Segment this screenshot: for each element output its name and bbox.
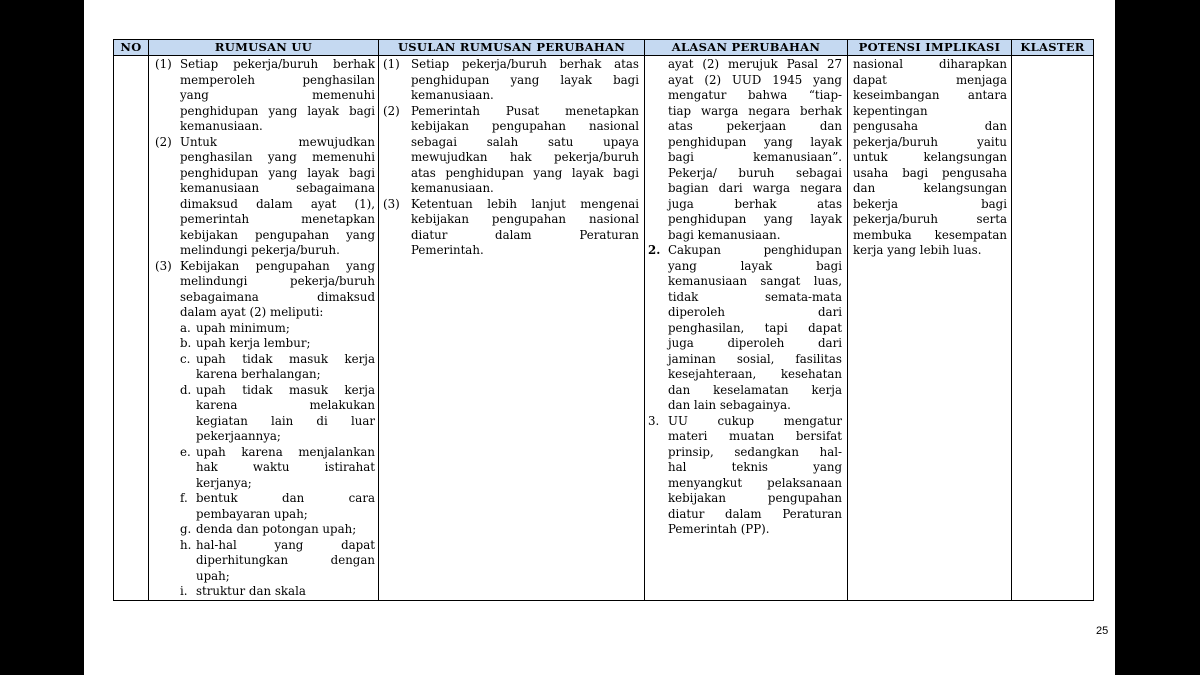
rumusan-item-f-line: pembayaran upah; — [196, 506, 308, 521]
comparison-table — [113, 39, 1094, 601]
rumusan-paragraph-1-line: memperoleh penghasilan — [180, 72, 375, 87]
table-header-row — [114, 40, 1094, 56]
rumusan-paragraph-2-line: kebijakan pengupahan yang — [180, 227, 375, 242]
document-page — [84, 0, 1115, 675]
usulan-paragraph-3-line: Ketentuan lebih lanjut mengenai — [411, 196, 639, 211]
alasan-point-2-line: tidak semata-mata — [668, 289, 842, 304]
alasan-intro-line: ayat (2) UUD 1945 yang — [668, 72, 842, 87]
cell-klaster — [1012, 56, 1094, 601]
rumusan-paragraph-3-line: sebagaimana dimaksud — [180, 289, 375, 304]
alasan-point-3-line: hal teknis yang — [668, 460, 842, 474]
cell-no — [114, 56, 149, 601]
alasan-intro-line: Pekerja/ buruh sebagai — [668, 165, 842, 180]
rumusan-item-f-line: bentuk dan cara — [196, 491, 375, 505]
header-usulan-rumusan: USULAN RUMUSAN PERUBAHAN — [379, 40, 645, 56]
rumusan-paragraph-3 — [155, 259, 375, 321]
potensi-text-line: pekerja/buruh yaitu — [853, 134, 1007, 149]
rumusan-paragraph-1 — [155, 57, 375, 135]
rumusan-item-b-line: upah kerja lembur; — [196, 336, 311, 350]
alasan-point-3-line: kebijakan pengupahan — [668, 491, 842, 505]
rumusan-item-h-line: hal-hal yang dapat — [196, 537, 375, 552]
usulan-paragraph-3-line: kebijakan pengupahan nasional — [411, 212, 639, 226]
rumusan-paragraph-3-line: melindungi pekerja/buruh — [180, 274, 375, 288]
potensi-text — [853, 57, 1007, 259]
alasan-point-3 — [648, 414, 842, 538]
usulan-paragraph-1-line: penghidupan yang layak bagi — [411, 72, 639, 87]
usulan-paragraph-2 — [383, 104, 639, 197]
rumusan-paragraph-2-line: kemanusiaan sebagaimana — [180, 181, 375, 195]
header-rumusan-uu: RUMUSAN UU — [149, 40, 379, 56]
page-number: 25 — [1096, 625, 1109, 637]
usulan-paragraph-3-number: (3) — [383, 196, 400, 211]
rumusan-item-c-number: c. — [180, 351, 191, 366]
alasan-intro — [668, 57, 842, 243]
alasan-point-2-line: kemanusiaan sangat luas, — [668, 274, 842, 288]
alasan-point-2-line: kesejahteraan, kesehatan — [668, 367, 842, 381]
usulan-paragraph-2-line: atas penghidupan yang layak bagi — [411, 165, 639, 180]
alasan-point-2 — [648, 243, 842, 414]
rumusan-item-g-number: g. — [180, 522, 192, 536]
alasan-intro-line: bagi kemanusiaan. — [668, 227, 781, 242]
rumusan-item-a — [180, 321, 375, 337]
alasan-point-3-line: Pemerintah (PP). — [668, 522, 770, 536]
rumusan-item-c-line: upah tidak masuk kerja — [196, 351, 375, 366]
potensi-text-line: keseimbangan antara — [853, 88, 1007, 102]
table-row — [114, 56, 1094, 601]
alasan-point-2-line: diperoleh dari — [668, 305, 842, 319]
usulan-paragraph-3-line: diatur dalam Peraturan — [411, 227, 639, 242]
rumusan-item-h-number: h. — [180, 537, 192, 552]
alasan-point-2-line: juga diperoleh dari — [668, 336, 842, 350]
header-potensi-implikasi: POTENSI IMPLIKASI — [848, 40, 1012, 56]
alasan-point-3-line: diatur dalam Peraturan — [668, 506, 842, 521]
alasan-intro-line: atas pekerjaan dan — [668, 119, 842, 133]
rumusan-paragraph-1-number: (1) — [155, 57, 172, 71]
header-klaster: KLASTER — [1012, 40, 1094, 56]
alasan-point-3-line: UU cukup mengatur — [668, 413, 842, 428]
rumusan-item-d-line: karena melakukan — [196, 398, 375, 412]
usulan-paragraph-2-line: mewujudkan hak pekerja/buruh — [411, 150, 639, 164]
usulan-paragraph-1-line: kemanusiaan. — [411, 88, 494, 102]
alasan-intro-line: ayat (2) merujuk Pasal 27 — [668, 57, 842, 71]
alasan-intro-line: bagi kemanusiaan”. — [668, 150, 842, 164]
alasan-point-2-line: yang layak bagi — [668, 258, 842, 273]
rumusan-item-a-number: a. — [180, 320, 191, 335]
rumusan-item-e-line: upah karena menjalankan — [196, 444, 375, 459]
alasan-intro-line: penghidupan yang layak — [668, 212, 842, 226]
rumusan-item-d-line: pekerjaannya; — [196, 429, 281, 443]
rumusan-item-g-line: denda dan potongan upah; — [196, 522, 357, 536]
cell-rumusan-uu — [149, 56, 379, 601]
alasan-point-2-line: dan lain sebagainya. — [668, 398, 791, 412]
potensi-text-line: membuka kesempatan — [853, 227, 1007, 242]
alasan-point-2-line: dan keselamatan kerja — [668, 382, 842, 397]
rumusan-paragraph-1-line: yang memenuhi — [180, 88, 375, 102]
potensi-text-line: dapat menjaga — [853, 72, 1007, 87]
usulan-paragraph-1 — [383, 57, 639, 104]
usulan-paragraph-2-number: (2) — [383, 103, 400, 118]
usulan-paragraph-1-line: Setiap pekerja/buruh berhak atas — [411, 57, 639, 71]
potensi-text-line: dan kelangsungan — [853, 181, 1007, 195]
potensi-text-line: pengusaha dan — [853, 119, 1007, 133]
rumusan-item-f — [180, 491, 375, 522]
cell-potensi-implikasi — [848, 56, 1012, 601]
usulan-paragraph-2-line: kebijakan pengupahan nasional — [411, 119, 639, 133]
rumusan-item-d-number: d. — [180, 382, 192, 397]
rumusan-item-h — [180, 538, 375, 585]
alasan-intro-line: juga berhak atas — [668, 196, 842, 211]
alasan-point-2-number: 2. — [648, 243, 661, 257]
usulan-paragraph-1-number: (1) — [383, 57, 400, 71]
usulan-paragraph-3-line: Pemerintah. — [411, 243, 484, 257]
rumusan-paragraph-2-line: Untuk mewujudkan — [180, 134, 375, 149]
alasan-point-3-line: prinsip, sedangkan hal- — [668, 444, 842, 459]
rumusan-paragraph-3-line: dalam ayat (2) meliputi: — [180, 305, 324, 319]
alasan-point-3-line: materi muatan bersifat — [668, 429, 842, 443]
rumusan-paragraph-3-number: (3) — [155, 258, 172, 273]
header-alasan-perubahan: ALASAN PERUBAHAN — [645, 40, 848, 56]
alasan-point-3-line: menyangkut pelaksanaan — [668, 475, 842, 490]
potensi-text-line: kerja yang lebih luas. — [853, 243, 982, 257]
potensi-text-line: nasional diharapkan — [853, 57, 1007, 71]
rumusan-paragraph-2-line: melindungi pekerja/buruh. — [180, 243, 340, 257]
rumusan-item-i — [180, 584, 375, 600]
header-no: NO — [114, 40, 149, 56]
rumusan-paragraph-2-line: pemerintah menetapkan — [180, 212, 375, 226]
rumusan-item-b-number: b. — [180, 336, 192, 350]
alasan-point-3-number: 3. — [648, 413, 660, 428]
rumusan-item-a-line: upah minimum; — [196, 320, 290, 335]
cell-alasan-perubahan — [645, 56, 848, 601]
alasan-intro-line: mengatur bahwa “tiap- — [668, 88, 842, 102]
rumusan-item-f-number: f. — [180, 491, 188, 505]
potensi-text-line: usaha bagi pengusaha — [853, 165, 1007, 180]
usulan-paragraph-2-line: Pemerintah Pusat menetapkan — [411, 103, 639, 118]
rumusan-item-d-line: upah tidak masuk kerja — [196, 382, 375, 397]
potensi-text-line: kepentingan — [853, 103, 928, 118]
alasan-point-2-line: jaminan sosial, fasilitas — [668, 351, 842, 366]
rumusan-paragraph-2-number: (2) — [155, 134, 172, 149]
rumusan-item-h-line: upah; — [196, 568, 230, 583]
rumusan-item-c — [180, 352, 375, 383]
rumusan-item-i-number: i. — [180, 584, 188, 598]
rumusan-item-c-line: karena berhalangan; — [196, 367, 321, 381]
alasan-point-2-line: Cakupan penghidupan — [668, 243, 842, 257]
rumusan-paragraph-3-line: Kebijakan pengupahan yang — [180, 258, 375, 273]
alasan-intro-line: tiap warga negara berhak — [668, 103, 842, 118]
rumusan-item-e — [180, 445, 375, 492]
rumusan-paragraph-1-line: kemanusiaan. — [180, 119, 263, 133]
rumusan-item-b — [180, 336, 375, 352]
rumusan-paragraph-2-line: dimaksud dalam ayat (1), — [180, 196, 375, 211]
rumusan-item-d — [180, 383, 375, 445]
rumusan-item-d-line: kegiatan lain di luar — [196, 413, 375, 428]
potensi-text-line: pekerja/buruh serta — [853, 212, 1007, 226]
cell-usulan-rumusan — [379, 56, 645, 601]
potensi-text-line: untuk kelangsungan — [853, 150, 1007, 164]
rumusan-item-e-line: kerjanya; — [196, 475, 252, 490]
usulan-paragraph-3 — [383, 197, 639, 259]
rumusan-item-i-line: struktur dan skala — [196, 584, 306, 598]
usulan-paragraph-2-line: sebagai salah satu upaya — [411, 134, 639, 149]
rumusan-item-e-number: e. — [180, 444, 191, 459]
rumusan-item-g — [180, 522, 375, 538]
rumusan-item-h-line: diperhitungkan dengan — [196, 553, 375, 567]
alasan-intro-line: penghidupan yang layak — [668, 134, 842, 149]
rumusan-paragraph-1-line: penghidupan yang layak bagi — [180, 103, 375, 118]
potensi-text-line: bekerja bagi — [853, 196, 1007, 211]
rumusan-paragraph-2-line: penghasilan yang memenuhi — [180, 150, 375, 164]
usulan-paragraph-2-line: kemanusiaan. — [411, 181, 494, 195]
alasan-point-2-line: penghasilan, tapi dapat — [668, 320, 842, 335]
alasan-intro-line: bagian dari warga negara — [668, 181, 842, 195]
rumusan-paragraph-2-line: penghidupan yang layak bagi — [180, 165, 375, 180]
rumusan-paragraph-2 — [155, 135, 375, 259]
rumusan-item-e-line: hak waktu istirahat — [196, 460, 375, 474]
rumusan-paragraph-1-line: Setiap pekerja/buruh berhak — [180, 57, 375, 71]
